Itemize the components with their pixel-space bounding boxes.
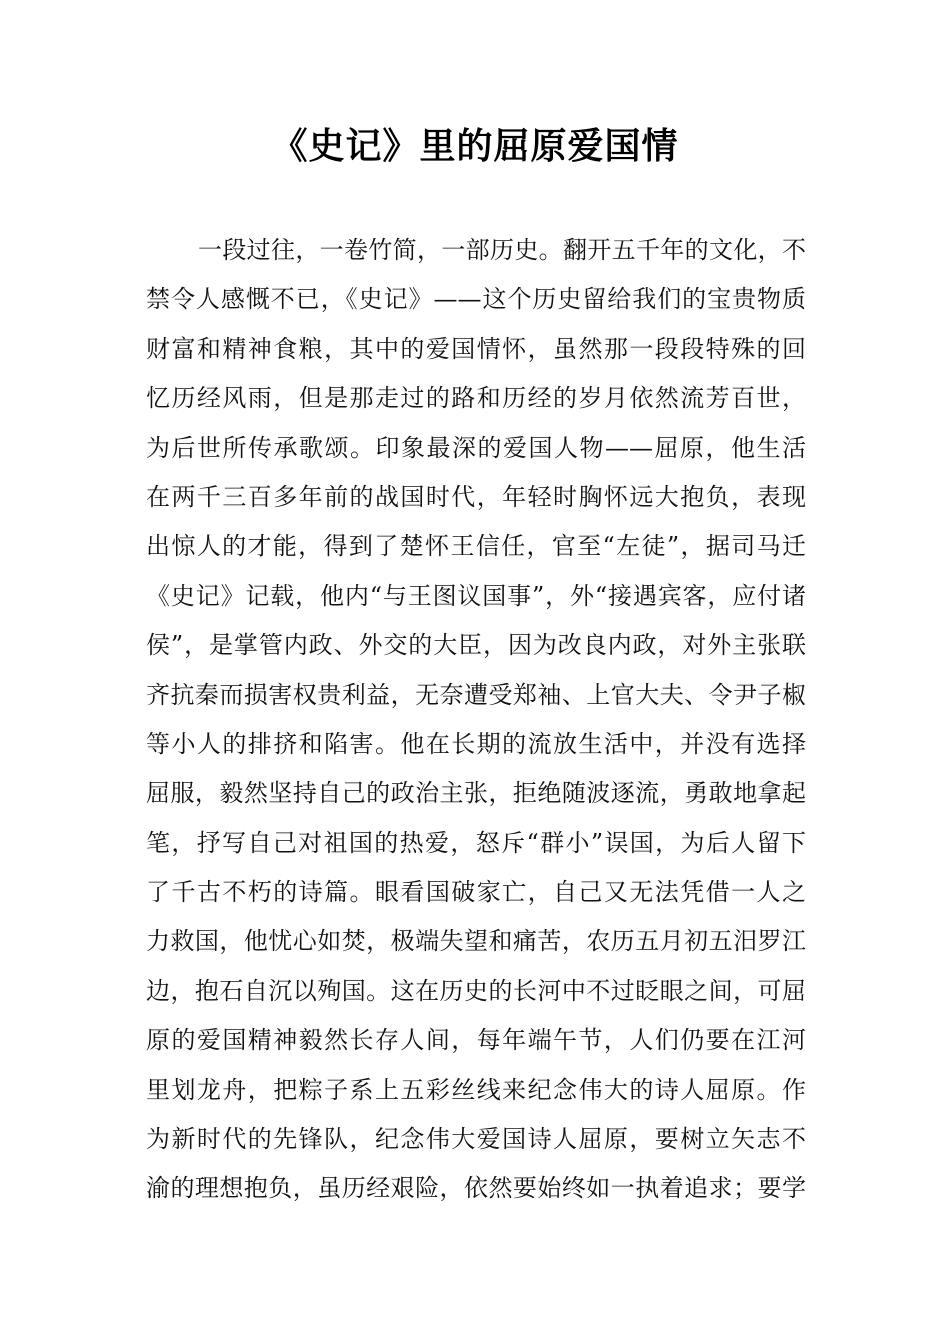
body-paragraph <box>146 226 806 1214</box>
paragraph-line: 财富和精神食粮，其中的爱国情怀，虽然那一段段特殊的回 <box>146 334 806 363</box>
paragraph-line: 侯”，是掌管内政、外交的大臣，因为改良内政，对外主张联 <box>146 631 806 660</box>
paragraph-line: 《史记》记载，他内“与王图议国事”，外“接遇宾客，应付诸 <box>146 581 806 610</box>
paragraph-line: 屈服，毅然坚持自己的政治主张，拒绝随波逐流，勇敢地拿起 <box>146 779 806 808</box>
paragraph-line: 了千古不朽的诗篇。眼看国破家亡，自己又无法凭借一人之 <box>146 878 806 907</box>
paragraph-line: 为后世所传承歌颂。印象最深的爱国人物——屈原，他生活 <box>146 433 806 462</box>
paragraph-line: 等小人的排挤和陷害。他在长期的流放生活中，并没有选择 <box>146 729 806 758</box>
paragraph-line: 在两千三百多年前的战国时代，年轻时胸怀远大抱负，表现 <box>146 482 806 511</box>
paragraph-line: 笔，抒写自己对祖国的热爱，怒斥“群小”误国，为后人留下 <box>146 828 806 857</box>
paragraph-line: 边，抱石自沉以殉国。这在历史的长河中不过眨眼之间，可屈 <box>146 976 806 1005</box>
paragraph-line: 原的爱国精神毅然长存人间，每年端午节，人们仍要在江河 <box>146 1026 806 1055</box>
document-title: 《史记》里的屈原爱国情 <box>271 125 679 167</box>
paragraph-line: 渝的理想抱负，虽历经艰险，依然要始终如一执着追求；要学 <box>146 1174 806 1203</box>
paragraph-line: 一段过往，一卷竹简，一部历史。翻开五千年的文化，不 <box>198 236 806 264</box>
paragraph-line: 禁令人感慨不已，《史记》——这个历史留给我们的宝贵物质 <box>146 285 806 314</box>
paragraph-line: 忆历经风雨，但是那走过的路和历经的岁月依然流芳百世， <box>146 384 806 413</box>
paragraph-line: 为新时代的先锋队，纪念伟大爱国诗人屈原，要树立矢志不 <box>146 1125 806 1154</box>
paragraph-line: 里划龙舟，把粽子系上五彩丝线来纪念伟大的诗人屈原。作 <box>146 1075 806 1104</box>
paragraph-line: 出惊人的才能，得到了楚怀王信任，官至“左徒”，据司马迁 <box>146 532 806 561</box>
paragraph-line: 力救国，他忧心如焚，极端失望和痛苦，农历五月初五汨罗江 <box>146 927 806 956</box>
paragraph-line: 齐抗秦而损害权贵利益，无奈遭受郑袖、上官大夫、令尹子椒 <box>146 680 806 709</box>
